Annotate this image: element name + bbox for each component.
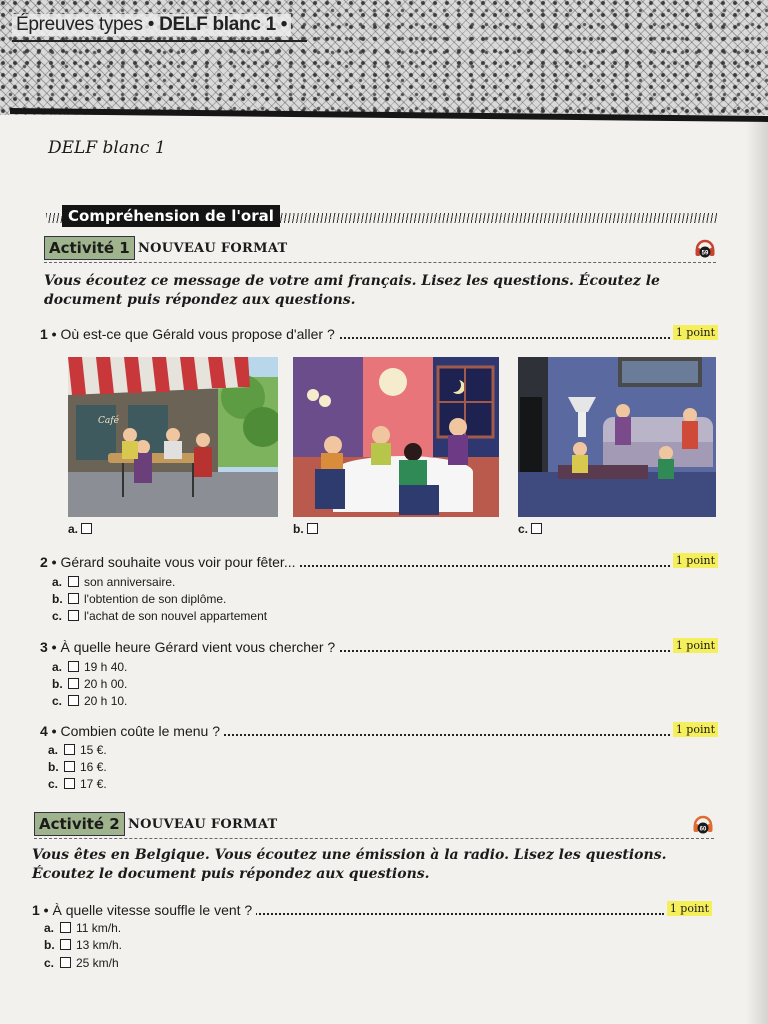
question-2	[40, 552, 718, 572]
option-letter: b.	[48, 760, 59, 774]
cafe-sign: Café	[98, 416, 119, 426]
activity-badge: Activité 1	[44, 236, 135, 260]
option-letter: b.	[44, 938, 55, 952]
living-room-illustration	[518, 357, 716, 517]
question-text	[32, 900, 256, 920]
activity-2-question-1	[32, 900, 712, 920]
option-a2-1c[interactable]	[44, 955, 119, 971]
checkbox[interactable]	[68, 661, 79, 672]
option-letter: b.	[293, 522, 304, 536]
checkbox[interactable]	[68, 678, 79, 689]
checkbox[interactable]	[68, 695, 79, 706]
checkbox[interactable]	[68, 593, 79, 604]
option-text: l'achat de son nouvel appartement	[84, 609, 268, 623]
section-label: Compréhension de l'oral	[62, 205, 280, 227]
image-option-a[interactable]	[68, 522, 97, 536]
option-letter: c.	[44, 956, 55, 970]
option-2c[interactable]	[52, 608, 267, 624]
option-4b[interactable]	[48, 759, 107, 775]
page-title: DELF blanc 1	[48, 138, 166, 158]
option-letter: a.	[52, 660, 63, 674]
points-badge: 1 point	[673, 638, 718, 653]
points-badge: 1 point	[673, 325, 718, 340]
activity-2-instruction: Vous êtes en Belgique. Vous écoutez une émission à la radio. Lisez les questions. Écoutez le document puis répondez aux questions.	[32, 847, 667, 882]
option-letter: b.	[52, 592, 63, 606]
option-2a[interactable]	[52, 574, 175, 590]
option-letter: c.	[48, 777, 59, 791]
question-text	[40, 637, 339, 657]
checkbox[interactable]	[64, 778, 75, 789]
option-text: 20 h 00.	[84, 677, 128, 691]
checkbox[interactable]	[60, 922, 71, 933]
checkbox[interactable]	[68, 610, 79, 621]
option-letter: a.	[52, 575, 63, 589]
restaurant-illustration	[293, 357, 499, 517]
question-3	[40, 637, 718, 657]
option-4a[interactable]	[48, 742, 107, 758]
question-number: 1 •	[40, 326, 57, 342]
checkbox[interactable]	[64, 744, 75, 755]
option-text: 11 km/h.	[76, 921, 122, 935]
option-3b[interactable]	[52, 676, 127, 692]
option-3a[interactable]	[52, 659, 127, 675]
format-label: NOUVEAU FORMAT	[128, 817, 278, 832]
option-text: 19 h 40.	[84, 660, 128, 674]
image-option-c[interactable]	[518, 522, 547, 536]
series-bold: DELF blanc 1 •	[159, 14, 288, 35]
option-text: 15 €.	[80, 743, 107, 757]
option-text: 25 km/h	[76, 956, 119, 970]
option-text: 13 km/h.	[76, 938, 123, 952]
cafe-terrace-illustration	[68, 357, 278, 517]
option-text: l'obtention de son diplôme.	[84, 592, 227, 606]
option-text: son anniversaire.	[84, 575, 176, 589]
series-prefix: Épreuves types •	[16, 14, 160, 35]
question-label: Combien coûte le menu ?	[60, 723, 221, 739]
option-letter: c.	[52, 609, 63, 623]
option-letter: b.	[52, 677, 63, 691]
points-badge: 1 point	[667, 901, 712, 916]
option-letter: a.	[68, 522, 79, 536]
checkbox[interactable]	[68, 576, 79, 587]
question-number: 4 •	[40, 723, 57, 739]
activity-1-header	[44, 236, 716, 263]
checkbox[interactable]	[60, 939, 71, 950]
question-text	[40, 552, 299, 572]
question-text	[40, 324, 339, 344]
checkbox[interactable]	[307, 523, 318, 534]
question-label: Gérard souhaite vous voir pour fêter...	[60, 554, 296, 570]
track-number: 59	[701, 250, 709, 257]
series-underline	[12, 40, 307, 42]
checkbox[interactable]	[81, 523, 92, 534]
checkbox[interactable]	[64, 761, 75, 772]
activity-badge: Activité 2	[34, 812, 125, 836]
question-number: 2 •	[40, 554, 57, 570]
question-label: À quelle heure Gérard vient vous chercher ?	[60, 639, 336, 655]
option-letter: c.	[518, 522, 529, 536]
section-header	[46, 205, 718, 227]
question-number: 3 •	[40, 639, 57, 655]
question-number: 1 •	[32, 902, 49, 918]
option-letter: a.	[44, 921, 55, 935]
headphones-icon[interactable]	[692, 812, 714, 834]
option-3c[interactable]	[52, 693, 127, 709]
question-4	[40, 721, 718, 741]
image-option-b[interactable]	[293, 522, 323, 536]
points-badge: 1 point	[673, 722, 718, 737]
option-2b[interactable]	[52, 591, 226, 607]
option-letter: c.	[52, 694, 63, 708]
option-4c[interactable]	[48, 776, 107, 792]
question-label: Où est-ce que Gérald vous propose d'aller ?	[60, 326, 335, 342]
activity-2-header	[34, 812, 714, 839]
series-title	[12, 14, 291, 36]
headphones-icon[interactable]	[694, 236, 716, 258]
checkbox[interactable]	[60, 957, 71, 968]
checkbox[interactable]	[531, 523, 542, 534]
points-badge: 1 point	[673, 553, 718, 568]
option-a2-1b[interactable]	[44, 937, 122, 953]
question-1	[40, 324, 718, 344]
option-text: 20 h 10.	[84, 694, 128, 708]
question-text	[40, 721, 224, 741]
track-number: 60	[699, 826, 707, 833]
option-a2-1a[interactable]	[44, 920, 121, 936]
option-text: 16 €.	[80, 760, 107, 774]
option-text: 17 €.	[80, 777, 107, 791]
page-edge-shadow	[746, 118, 768, 1024]
format-label: NOUVEAU FORMAT	[138, 241, 288, 256]
activity-1-instruction: Vous écoutez ce message de votre ami français. Lisez les questions. Écoutez le document puis répondez aux questions.	[44, 273, 660, 308]
option-letter: a.	[48, 743, 59, 757]
question-label: À quelle vitesse souffle le vent ?	[52, 902, 253, 918]
